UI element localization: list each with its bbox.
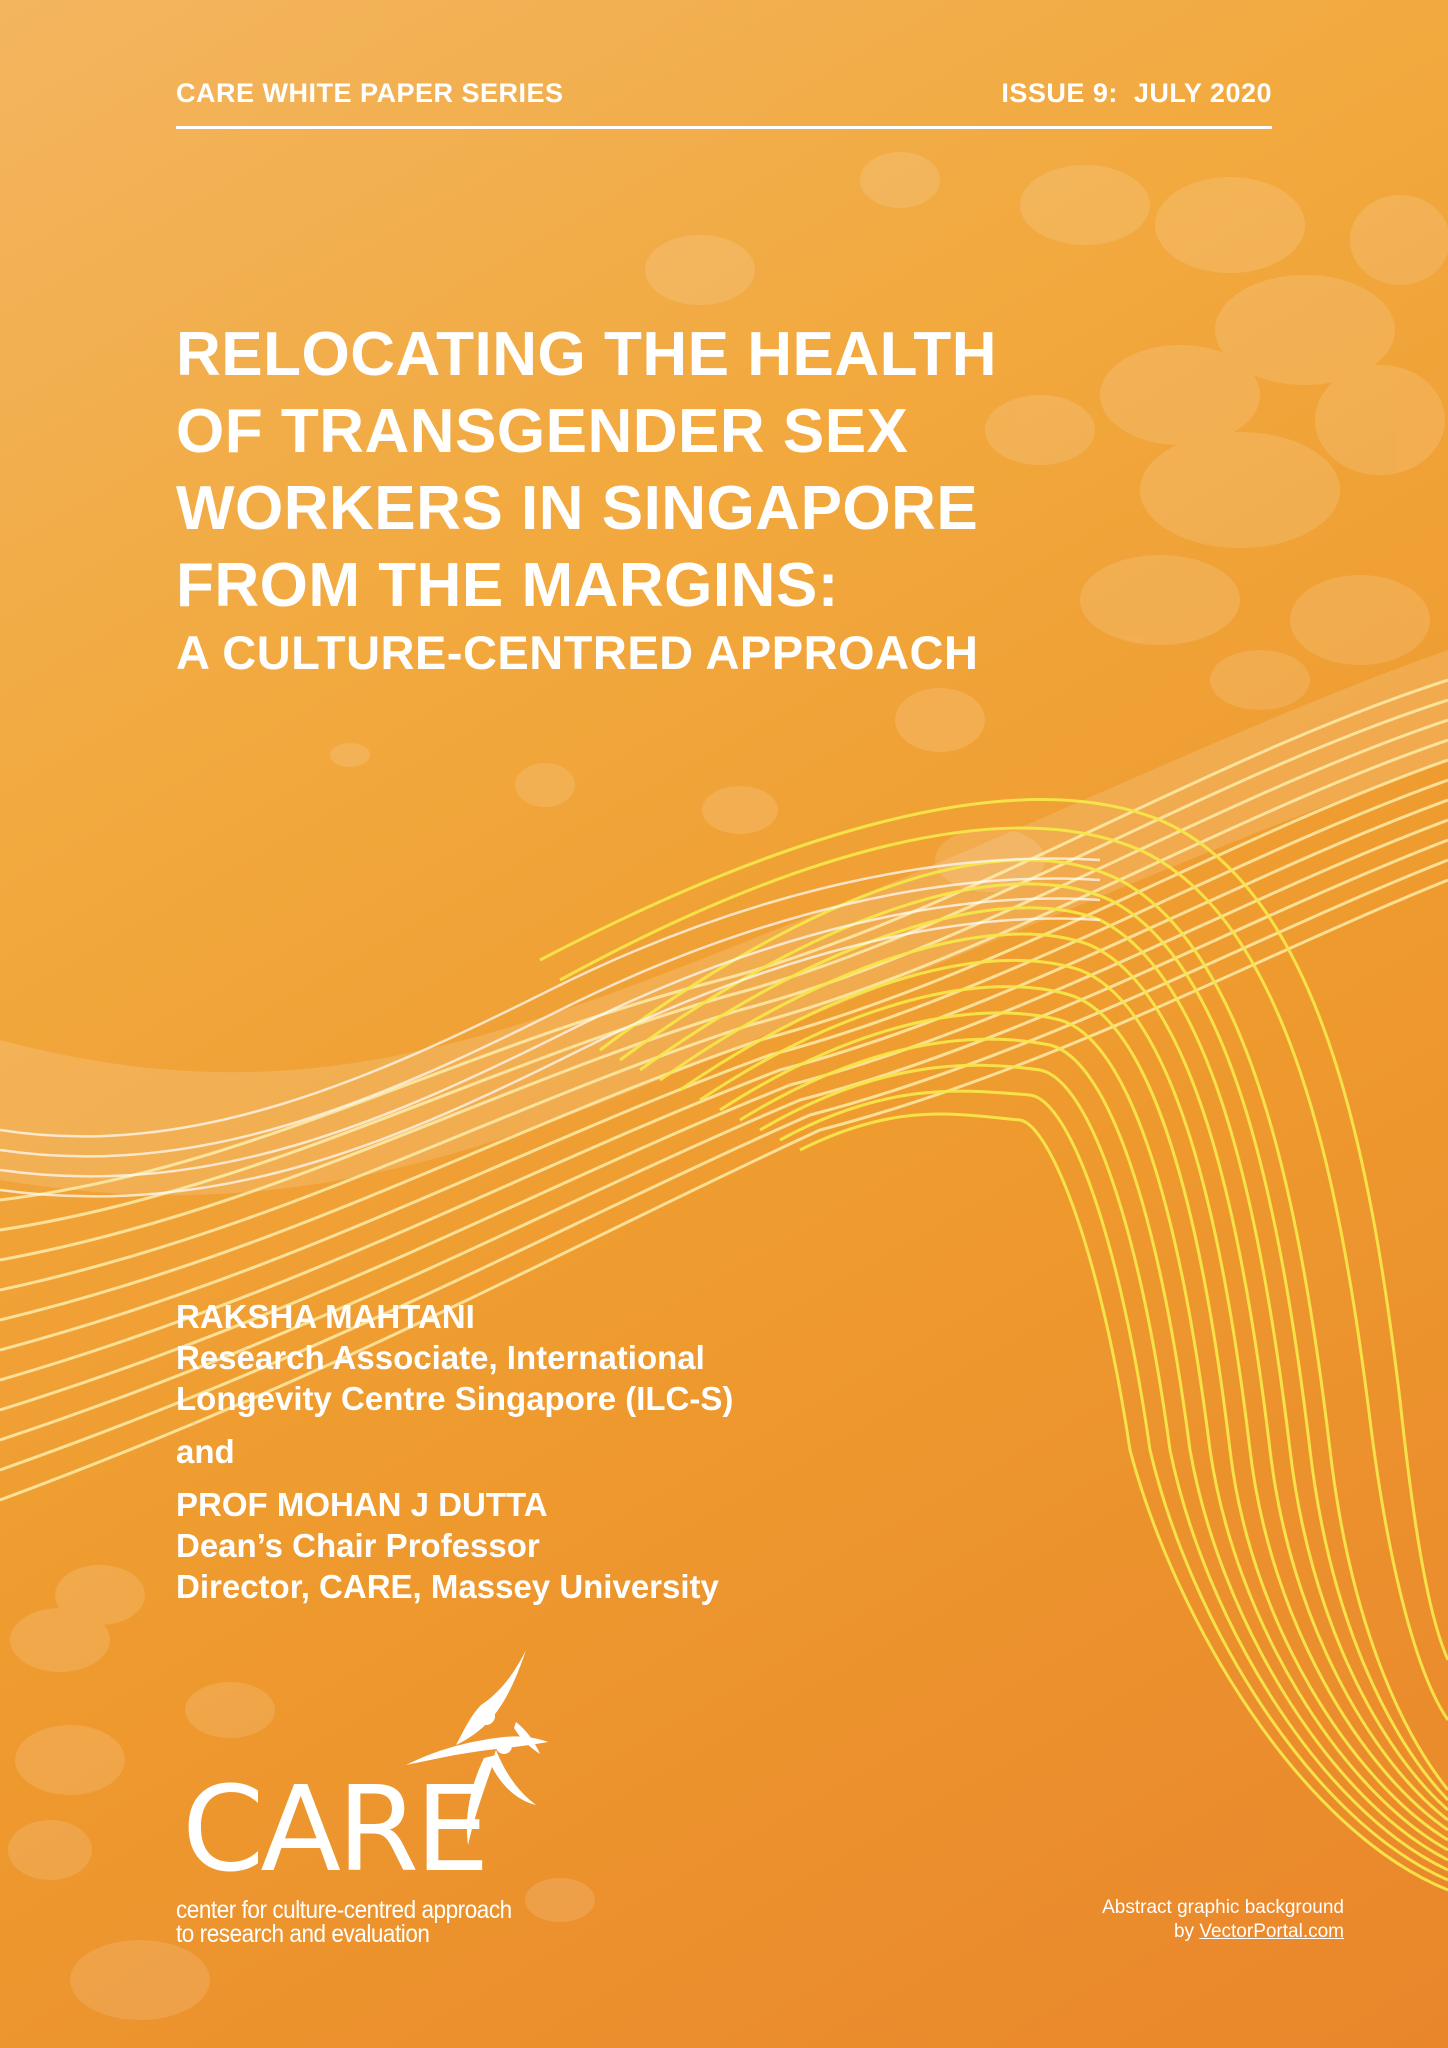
title-line: WORKERS IN SINGAPORE bbox=[176, 474, 979, 543]
author-role: Director, CARE, Massey University bbox=[176, 1568, 719, 1605]
author-role: Longevity Centre Singapore (ILC-S) bbox=[176, 1380, 734, 1417]
title-line: FROM THE MARGINS: bbox=[176, 551, 839, 620]
title-line: RELOCATING THE HEALTH bbox=[176, 320, 998, 389]
title-line: OF TRANSGENDER SEX bbox=[176, 397, 909, 466]
authors-block bbox=[176, 1296, 733, 1607]
header-bar bbox=[176, 78, 1272, 129]
credit-text: Abstract graphic background bbox=[1102, 1897, 1344, 1918]
vectorportal-link[interactable]: VectorPortal.com bbox=[1199, 1921, 1344, 1942]
credit-attribution bbox=[1102, 1920, 1344, 1944]
care-tagline bbox=[176, 1898, 512, 1946]
author-name: PROF MOHAN J DUTTA bbox=[176, 1486, 548, 1523]
care-logo bbox=[176, 1650, 596, 1950]
author-conjunction: and bbox=[176, 1433, 235, 1470]
author-role: Dean’s Chair Professor bbox=[176, 1527, 540, 1564]
care-wordmark: CARE bbox=[182, 1760, 486, 1898]
document-subtitle: A CULTURE-CENTRED APPROACH bbox=[176, 626, 979, 679]
credit-by: by bbox=[1173, 1921, 1200, 1942]
author-role: Research Associate, International bbox=[176, 1339, 705, 1376]
tagline-line: to research and evaluation bbox=[176, 1920, 430, 1948]
tagline-line: center for culture-centred approach bbox=[176, 1896, 512, 1924]
document-title bbox=[176, 316, 1176, 624]
background-credit bbox=[1102, 1896, 1344, 1944]
issue-date: ISSUE 9: JULY 2020 bbox=[1001, 78, 1272, 108]
series-label: CARE WHITE PAPER SERIES bbox=[176, 78, 564, 108]
author-name: RAKSHA MAHTANI bbox=[176, 1298, 475, 1335]
